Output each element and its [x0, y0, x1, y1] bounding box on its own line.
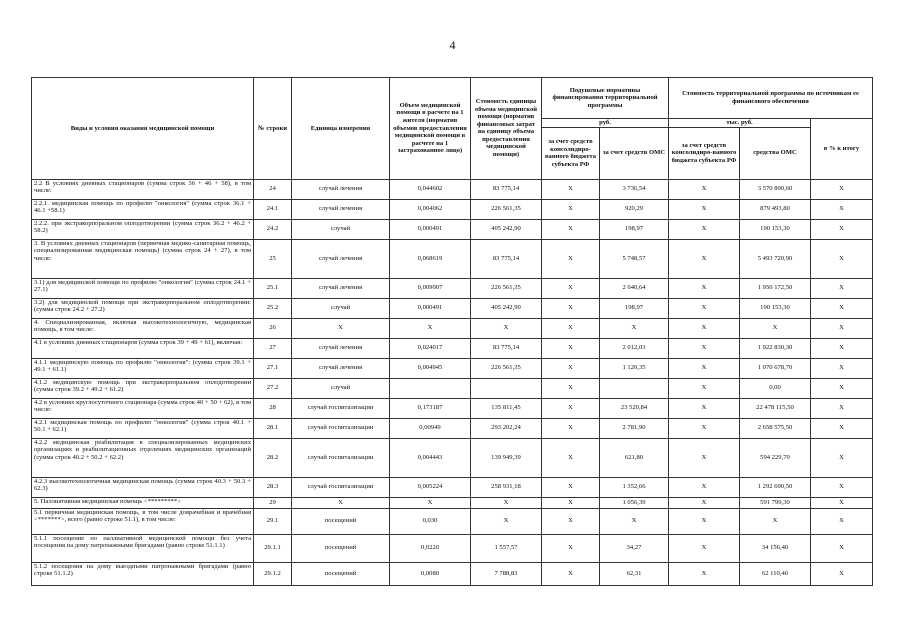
cell-name: 3. В условиях дневных стационаров (первичная медико-санитарная помощь, специализированная медицинская помощь) (сумма строк 24 + 27), в том числе: — [32, 239, 254, 278]
cell-tp-oms: 62 110,40 — [740, 562, 811, 585]
cell-tp-budget: X — [669, 562, 740, 585]
cell-cost: 293 202,24 — [471, 418, 542, 438]
cell-pc-oms: 1 352,66 — [600, 477, 669, 497]
cell-pc-oms: 34,27 — [600, 534, 669, 562]
cell-unit: случай госпитализации — [292, 438, 390, 477]
cell-tp-oms: 0,00 — [740, 378, 811, 398]
cell-no: 28.3 — [254, 477, 292, 497]
cell-cost: 258 931,18 — [471, 477, 542, 497]
cell-pc-budget: X — [542, 477, 600, 497]
cell-name: 3.2) для медицинской помощи при экстракорпоральном оплодотворении: (сумма строк 24.2 + 27.2) — [32, 298, 254, 318]
header-types: Виды и условия оказания медицинской помощи — [32, 78, 254, 180]
cell-name: 4.1.2 медицинскую помощь при экстракорпоральном оплодотворении (сумма строк 39.2 + 49.2 + 61.2) — [32, 378, 254, 398]
cell-unit: случай госпитализации — [292, 398, 390, 418]
cell-tp-pct: X — [811, 562, 873, 585]
cell-tp-budget: X — [669, 219, 740, 239]
cell-volume: 0,030 — [390, 508, 471, 534]
cell-no: 24 — [254, 179, 292, 199]
table-row — [32, 497, 873, 508]
cell-pc-oms: 920,29 — [600, 199, 669, 219]
table-row — [32, 438, 873, 477]
header-unit: Единица измерения — [292, 78, 390, 180]
cell-no: 27.1 — [254, 358, 292, 378]
cell-cost — [471, 378, 542, 398]
cell-no: 29.1.2 — [254, 562, 292, 585]
cell-cost: 1 557,57 — [471, 534, 542, 562]
cell-no: 27.2 — [254, 378, 292, 398]
cell-pc-budget: X — [542, 378, 600, 398]
page-number: 4 — [449, 38, 456, 52]
cell-volume: 0,000491 — [390, 298, 471, 318]
cell-volume: 0,0080 — [390, 562, 471, 585]
cell-no: 25.2 — [254, 298, 292, 318]
cell-tp-budget: X — [669, 318, 740, 338]
cell-unit: посещений — [292, 508, 390, 534]
cell-volume: X — [390, 497, 471, 508]
cell-tp-pct: X — [811, 199, 873, 219]
cell-tp-pct: X — [811, 477, 873, 497]
cell-name: 5. Паллиативная медицинская помощь <*********> — [32, 497, 254, 508]
table-row — [32, 562, 873, 585]
cell-pc-budget: X — [542, 438, 600, 477]
cell-cost: 139 949,39 — [471, 438, 542, 477]
table-row — [32, 398, 873, 418]
cell-volume: 0,173187 — [390, 398, 471, 418]
cell-tp-budget: X — [669, 199, 740, 219]
cell-cost: X — [471, 318, 542, 338]
cell-unit: посещений — [292, 562, 390, 585]
header-tp-oms: средства ОМС — [740, 127, 811, 179]
cell-unit: случай — [292, 298, 390, 318]
cell-volume: 0,004443 — [390, 438, 471, 477]
cell-tp-budget: X — [669, 338, 740, 358]
cell-tp-oms: 190 153,30 — [740, 219, 811, 239]
cell-pc-oms: 3 736,54 — [600, 179, 669, 199]
cell-tp-oms: 5 493 720,90 — [740, 239, 811, 278]
cell-tp-pct: X — [811, 219, 873, 239]
cell-name: 4.1 в условиях дневных стационаров (сумма строк 39 + 49 + 61), включая: — [32, 338, 254, 358]
cell-tp-oms: 22 478 115,50 — [740, 398, 811, 418]
cell-tp-oms: 879 493,80 — [740, 199, 811, 219]
table-row — [32, 179, 873, 199]
cell-name: 5.1.1 посещение по паллиативной медицинской помощи без учета посещения на дому патронажными бригадами (равно строке 51.1.1) — [32, 534, 254, 562]
cell-cost: X — [471, 497, 542, 508]
cell-tp-oms: 591 799,30 — [740, 497, 811, 508]
table-row — [32, 199, 873, 219]
header-pc-budget: за счет средств консолидиро-ванного бюджета субъекта РФ — [542, 127, 600, 179]
cell-name: 5.1.2 посещения на дому выездными патронажными бригадами (равно строке 51.1.2) — [32, 562, 254, 585]
cell-tp-pct: X — [811, 418, 873, 438]
cell-tp-budget: X — [669, 418, 740, 438]
cell-unit: X — [292, 497, 390, 508]
cell-name: 5.1 первичная медицинская помощь, в том числе доврачебная и врачебная <*******>, всего (равно строке 51.1), в том числе: — [32, 508, 254, 534]
cell-pc-budget: X — [542, 398, 600, 418]
table-row — [32, 338, 873, 358]
cell-name: 4.2.2 медицинская реабилитация в специализированных медицинских организациях и реабилитационных отделениях медицинских организаций (сумма строк 40.2 + 50.2 + 62.2) — [32, 438, 254, 477]
cell-cost: 226 561,35 — [471, 199, 542, 219]
financing-table — [31, 77, 873, 586]
cell-tp-budget: X — [669, 534, 740, 562]
cell-pc-budget: X — [542, 562, 600, 585]
cell-tp-pct: X — [811, 508, 873, 534]
cell-cost: 83 775,14 — [471, 338, 542, 358]
cell-tp-oms: 1 922 830,30 — [740, 338, 811, 358]
cell-pc-oms: X — [600, 318, 669, 338]
cell-pc-budget: X — [542, 338, 600, 358]
cell-tp-budget: X — [669, 508, 740, 534]
header-unit-rub: руб. — [542, 119, 669, 128]
cell-unit: случай лечения — [292, 338, 390, 358]
cell-pc-oms: 2 040,64 — [600, 278, 669, 298]
cell-pc-budget: X — [542, 358, 600, 378]
header-volume: Объем медицинской помощи в расчете на 1 жителя (норматив объемов предоставления медицинской помощи в расчете на 1 застрахованное лицо) — [390, 78, 471, 180]
cell-unit: случай лечения — [292, 199, 390, 219]
cell-tp-pct: X — [811, 239, 873, 278]
cell-tp-pct: X — [811, 534, 873, 562]
header-cost: Стоимость единицы объема медицинской помощи (норматив финансовых затрат на единицу объема предоставления медицинской помощи) — [471, 78, 542, 180]
table-row — [32, 239, 873, 278]
cell-cost: 405 242,90 — [471, 298, 542, 318]
cell-volume: 0,068619 — [390, 239, 471, 278]
cell-cost: 83 775,14 — [471, 179, 542, 199]
cell-pc-oms: 1 056,39 — [600, 497, 669, 508]
cell-tp-budget: X — [669, 378, 740, 398]
header-percent: в % к итогу — [811, 119, 873, 180]
cell-no: 29.1 — [254, 508, 292, 534]
cell-tp-oms: 594 229,70 — [740, 438, 811, 477]
cell-tp-oms: 1 292 690,50 — [740, 477, 811, 497]
cell-pc-budget: X — [542, 497, 600, 508]
cell-cost: X — [471, 508, 542, 534]
table-row — [32, 477, 873, 497]
cell-cost: 226 561,35 — [471, 358, 542, 378]
cell-name: 3.1) для медицинской помощи по профилю "онкология" (сумма строк 24.1 + 27.1) — [32, 278, 254, 298]
cell-name: 4.2.3 высокотехнологичная медицинская помощь (сумма строк 40.3 + 50.3 + 62.3) — [32, 477, 254, 497]
cell-unit: посещений — [292, 534, 390, 562]
header-pc-oms: за счет средств ОМС — [600, 127, 669, 179]
cell-tp-budget: X — [669, 278, 740, 298]
cell-no: 24.2 — [254, 219, 292, 239]
cell-no: 24.1 — [254, 199, 292, 219]
cell-tp-budget: X — [669, 438, 740, 477]
table-row — [32, 508, 873, 534]
cell-pc-oms — [600, 378, 669, 398]
cell-unit: случай лечения — [292, 179, 390, 199]
cell-cost: 135 811,45 — [471, 398, 542, 418]
cell-pc-oms: 2 012,03 — [600, 338, 669, 358]
cell-tp-budget: X — [669, 179, 740, 199]
cell-tp-budget: X — [669, 398, 740, 418]
cell-tp-oms: 3 570 890,60 — [740, 179, 811, 199]
cell-tp-oms: 190 153,30 — [740, 298, 811, 318]
table-body — [32, 179, 873, 585]
cell-pc-budget: X — [542, 239, 600, 278]
cell-volume: 0,009007 — [390, 278, 471, 298]
cell-pc-oms: 23 520,84 — [600, 398, 669, 418]
cell-cost: 83 775,14 — [471, 239, 542, 278]
cell-pc-oms: 1 120,35 — [600, 358, 669, 378]
cell-volume: 0,005224 — [390, 477, 471, 497]
cell-pc-budget: X — [542, 199, 600, 219]
cell-tp-budget: X — [669, 298, 740, 318]
cell-name: 4.2.1 медицинская помощь по профилю "онкология" (сумма строк 40.1 + 50.1 + 62.1) — [32, 418, 254, 438]
cell-tp-oms: 34 156,40 — [740, 534, 811, 562]
cell-tp-pct: X — [811, 338, 873, 358]
cell-volume: 0,004062 — [390, 199, 471, 219]
cell-tp-pct: X — [811, 278, 873, 298]
cell-pc-oms: 198,97 — [600, 219, 669, 239]
cell-tp-oms: 1 070 678,70 — [740, 358, 811, 378]
cell-tp-pct: X — [811, 497, 873, 508]
cell-tp-oms: X — [740, 318, 811, 338]
cell-volume: 0,000491 — [390, 219, 471, 239]
header-cost-sources: Стоимость территориальной программы по источникам ее финансового обеспечения — [669, 78, 873, 119]
cell-cost: 405 242,90 — [471, 219, 542, 239]
cell-volume — [390, 378, 471, 398]
cell-tp-pct: X — [811, 298, 873, 318]
cell-volume: 0,0220 — [390, 534, 471, 562]
cell-tp-oms: 2 658 575,50 — [740, 418, 811, 438]
cell-tp-oms: X — [740, 508, 811, 534]
cell-volume: 0,044602 — [390, 179, 471, 199]
cell-name: 2.2 В условиях дневных стационаров (сумма строк 36 + 46 + 58), в том числе: — [32, 179, 254, 199]
cell-no: 29 — [254, 497, 292, 508]
cell-pc-budget: X — [542, 318, 600, 338]
header-unit-thousand-rub: тыс. руб. — [669, 119, 811, 128]
cell-tp-budget: X — [669, 477, 740, 497]
cell-volume: 0,024017 — [390, 338, 471, 358]
cell-pc-budget: X — [542, 508, 600, 534]
cell-tp-pct: X — [811, 318, 873, 338]
cell-tp-budget: X — [669, 358, 740, 378]
cell-cost: 7 788,83 — [471, 562, 542, 585]
cell-unit: случай госпитализации — [292, 418, 390, 438]
table-row — [32, 378, 873, 398]
header-tp-budget: за счет средств консолидиро-ванного бюджета субъекта РФ — [669, 127, 740, 179]
table-row — [32, 318, 873, 338]
table-row — [32, 534, 873, 562]
cell-no: 28.2 — [254, 438, 292, 477]
cell-pc-budget: X — [542, 179, 600, 199]
cell-name: 2.2.1. медицинская помощь по профилю "онкология" (сумма строк 36.1 + 46.1 +58.1) — [32, 199, 254, 219]
cell-tp-pct: X — [811, 358, 873, 378]
cell-name: 2.2.2. при экстракорпоральном оплодотворении (сумма строк 36.2 + 46.2 + 58.2) — [32, 219, 254, 239]
cell-pc-oms: 621,80 — [600, 438, 669, 477]
cell-pc-budget: X — [542, 219, 600, 239]
cell-pc-oms: X — [600, 508, 669, 534]
cell-no: 27 — [254, 338, 292, 358]
cell-tp-budget: X — [669, 239, 740, 278]
cell-pc-oms: 62,31 — [600, 562, 669, 585]
cell-tp-oms: 1 950 172,50 — [740, 278, 811, 298]
cell-name: 4. Специализированная, включая высокотехнологичную, медицинская помощь, в том числе: — [32, 318, 254, 338]
cell-name: 4.2 в условиях круглосуточного стационара (сумма строк 40 + 50 + 62), в том числе: — [32, 398, 254, 418]
cell-unit: X — [292, 318, 390, 338]
cell-tp-pct: X — [811, 438, 873, 477]
cell-unit: случай — [292, 378, 390, 398]
table-row — [32, 278, 873, 298]
table-row — [32, 298, 873, 318]
table-row — [32, 418, 873, 438]
cell-no: 29.1.1 — [254, 534, 292, 562]
cell-pc-budget: X — [542, 418, 600, 438]
table-row — [32, 358, 873, 378]
cell-cost: 226 561,35 — [471, 278, 542, 298]
header-row-number: № строки — [254, 78, 292, 180]
cell-pc-budget: X — [542, 298, 600, 318]
cell-pc-budget: X — [542, 278, 600, 298]
header-percapita: Подушевые нормативы финансирования территориальной программы — [542, 78, 669, 119]
cell-no: 25 — [254, 239, 292, 278]
cell-no: 28.1 — [254, 418, 292, 438]
cell-unit: случай — [292, 219, 390, 239]
cell-unit: случай лечения — [292, 278, 390, 298]
cell-name: 4.1.1 медицинскую помощь по профилю "онкология": (сумма строк 39.1 + 49.1 + 61.1) — [32, 358, 254, 378]
cell-pc-budget: X — [542, 534, 600, 562]
cell-unit: случай госпитализации — [292, 477, 390, 497]
cell-no: 25.1 — [254, 278, 292, 298]
cell-tp-pct: X — [811, 398, 873, 418]
cell-tp-pct: X — [811, 179, 873, 199]
cell-tp-pct: X — [811, 378, 873, 398]
cell-unit: случай лечения — [292, 239, 390, 278]
table-row — [32, 219, 873, 239]
cell-pc-oms: 5 748,57 — [600, 239, 669, 278]
cell-no: 28 — [254, 398, 292, 418]
cell-volume: X — [390, 318, 471, 338]
cell-no: 26 — [254, 318, 292, 338]
cell-volume: 0,00949 — [390, 418, 471, 438]
cell-pc-oms: 2 781,90 — [600, 418, 669, 438]
cell-pc-oms: 198,97 — [600, 298, 669, 318]
cell-unit: случай лечения — [292, 358, 390, 378]
cell-volume: 0,004945 — [390, 358, 471, 378]
cell-tp-budget: X — [669, 497, 740, 508]
